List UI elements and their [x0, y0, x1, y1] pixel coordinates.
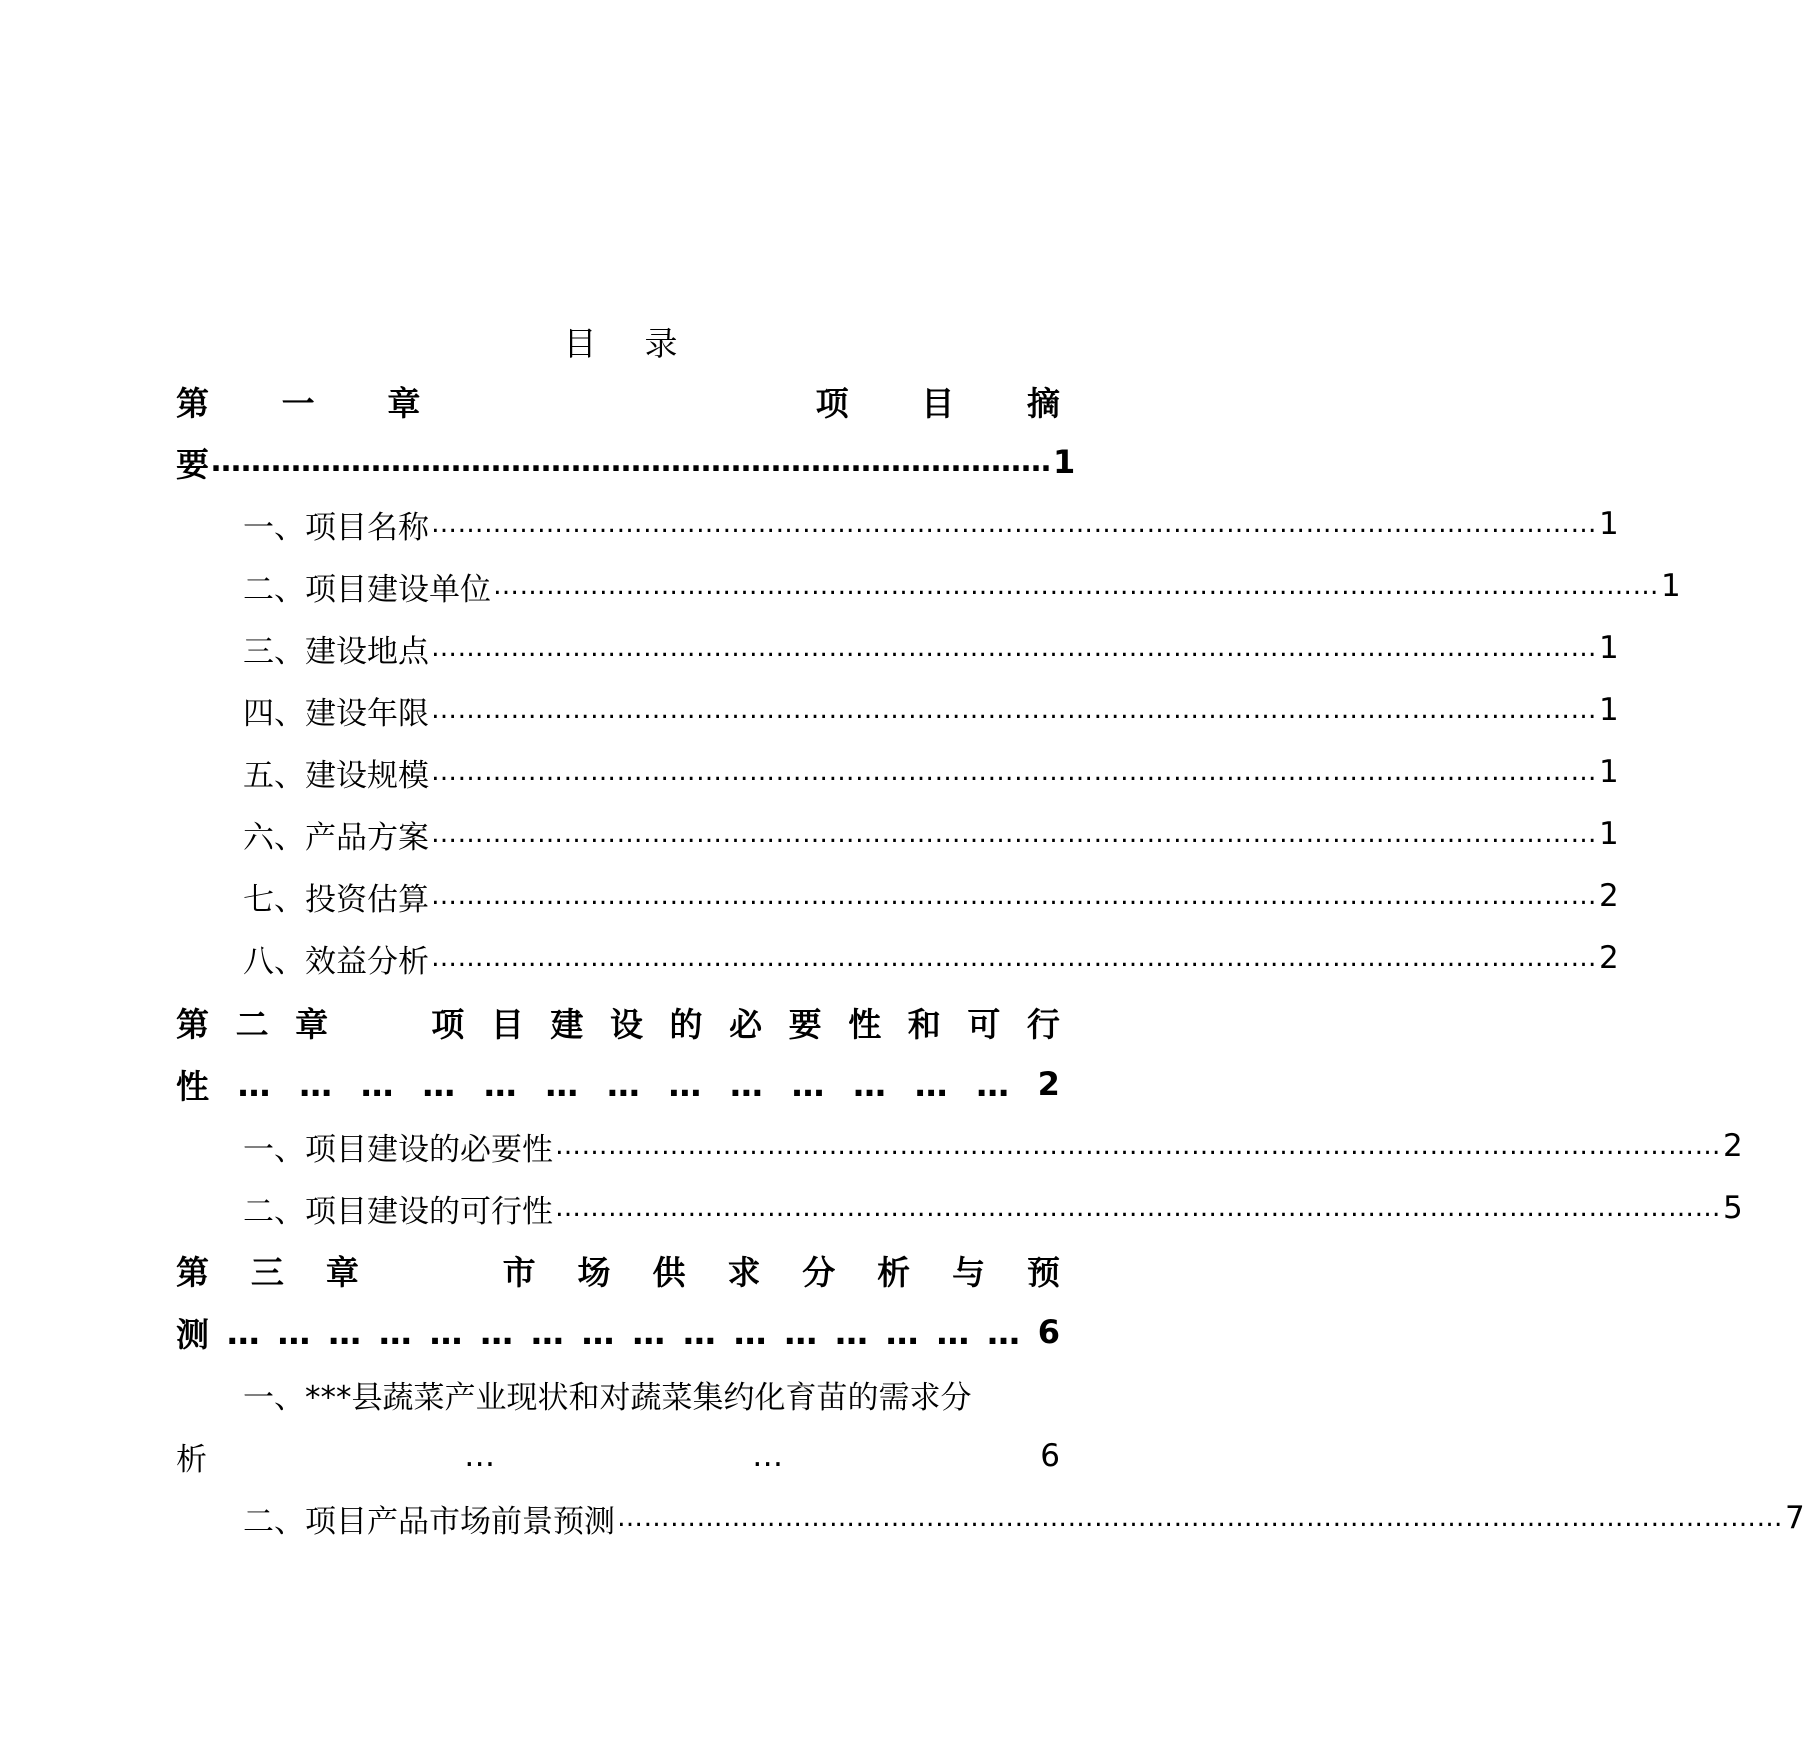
chapter-3-leader: … — [328, 1312, 362, 1352]
toc-entry[interactable] — [243, 562, 1681, 610]
chapter-3-char: 章 — [325, 1252, 359, 1292]
chapter-3-wrap-char: 测 — [176, 1314, 209, 1354]
toc-title-char: 录 — [644, 324, 678, 363]
chapter-3-leader: … — [682, 1312, 716, 1352]
chapter-2-char: 的 — [669, 1004, 703, 1044]
chapter-3-char: 分 — [802, 1252, 836, 1292]
toc-dot-leader: …………………………………………………………………………………………………………………… — [431, 881, 1597, 911]
toc-entry-page: 1 — [1599, 692, 1619, 728]
toc-entry[interactable] — [243, 1494, 1805, 1542]
chapter-3-char: 三 — [250, 1252, 284, 1292]
toc-entry[interactable] — [243, 1122, 1743, 1170]
chapter-1-page: 1 — [1053, 443, 1076, 481]
toc-entry-wrapped[interactable] — [243, 1370, 1060, 1418]
toc-dot-leader: …………………………………………………………………………………………………………………… — [431, 633, 1597, 663]
toc-entry-page: 6 — [1040, 1438, 1060, 1474]
toc-entry[interactable] — [243, 810, 1619, 858]
chapter-2-char: 目 — [490, 1004, 524, 1044]
chapter-1-char: 章 — [387, 383, 421, 423]
toc-entry-label: 八、效益分析 — [243, 943, 429, 980]
chapter-3-char: 供 — [652, 1252, 686, 1292]
toc-entry-page: 7 — [1785, 1500, 1805, 1536]
toc-entry[interactable] — [243, 624, 1619, 672]
chapter-2-leader: … — [791, 1064, 825, 1104]
toc-entry-label: 一、***县蔬菜产业现状和对蔬菜集约化育苗的需求分 — [243, 1379, 972, 1416]
toc-dot-leader: …………………………………………………………………………………………………………………… — [493, 571, 1659, 601]
chapter-2-heading[interactable] — [176, 998, 1060, 1046]
toc-entry-page: 5 — [1723, 1190, 1743, 1226]
toc-entry[interactable] — [243, 748, 1619, 796]
toc-entry-page: 2 — [1599, 940, 1619, 976]
toc-entry[interactable] — [243, 686, 1619, 734]
chapter-3-leader: … — [632, 1312, 666, 1352]
chapter-1-wrap-char: 要 — [176, 444, 209, 484]
chapter-2-leader: … — [422, 1064, 456, 1104]
toc-entry[interactable] — [243, 1184, 1743, 1232]
chapter-2-char: 要 — [788, 1004, 822, 1044]
toc-dot-leader: …………………………………………………………………………………………………………………… — [431, 509, 1597, 539]
chapter-2-leader: … — [914, 1064, 948, 1104]
chapter-2-char: 二 — [235, 1004, 269, 1044]
chapter-2-leader: … — [360, 1064, 394, 1104]
chapter-2-char: 必 — [729, 1004, 763, 1044]
chapter-3-leader: … — [226, 1312, 260, 1352]
toc-entry-label: 二、项目建设单位 — [243, 571, 491, 608]
toc-dot-leader: … — [752, 1438, 784, 1474]
chapter-3-char: 市 — [502, 1252, 536, 1292]
chapter-3-leader-row[interactable] — [176, 1308, 1060, 1356]
chapter-2-char: 行 — [1026, 1004, 1060, 1044]
chapter-2-char: 章 — [295, 1004, 329, 1044]
toc-dot-leader: …………………………………………………………………………………………………………………… — [555, 1193, 1721, 1223]
chapter-3-page: 6 — [1037, 1313, 1060, 1351]
chapter-2-leader: … — [483, 1064, 517, 1104]
chapter-2-leader: … — [853, 1064, 887, 1104]
chapter-3-leader: … — [987, 1312, 1020, 1352]
toc-entry-page: 1 — [1599, 630, 1619, 666]
chapter-2-leader: … — [976, 1064, 1010, 1104]
toc-entry-page: 1 — [1599, 754, 1619, 790]
chapter-3-char: 场 — [577, 1252, 611, 1292]
chapter-2-wrap-char: 性 — [176, 1066, 209, 1106]
chapter-3-leader: … — [581, 1312, 615, 1352]
chapter-3-char: 与 — [952, 1252, 986, 1292]
chapter-1-char: 一 — [281, 383, 315, 423]
chapter-2-char: 和 — [907, 1004, 941, 1044]
chapter-3-leader: … — [480, 1312, 514, 1352]
toc-title — [0, 318, 1241, 365]
toc-entry-label: 三、建设地点 — [243, 633, 429, 670]
toc-dot-leader: …………………………………………………………………………………………………………………… — [617, 1503, 1783, 1533]
chapter-1-leader: ………………………………………………………………………… — [211, 444, 1051, 479]
chapter-3-leader: … — [378, 1312, 412, 1352]
toc-dot-leader: …………………………………………………………………………………………………………………… — [431, 819, 1597, 849]
chapter-2-leader: … — [606, 1064, 640, 1104]
toc-entry[interactable] — [243, 934, 1619, 982]
chapter-3-leader: … — [277, 1312, 311, 1352]
toc-entry-page: 2 — [1599, 878, 1619, 914]
toc-entry-label-tail: 析 — [176, 1441, 207, 1478]
toc-entry-label: 一、项目建设的必要性 — [243, 1131, 553, 1168]
chapter-1-char: 目 — [921, 383, 955, 423]
chapter-2-leader: … — [237, 1064, 271, 1104]
toc-dot-leader: … — [464, 1438, 496, 1474]
toc-entry-label: 二、项目建设的可行性 — [243, 1193, 553, 1230]
chapter-3-char: 析 — [877, 1252, 911, 1292]
chapter-3-leader: … — [530, 1312, 564, 1352]
chapter-2-page: 2 — [1037, 1065, 1060, 1103]
chapter-2-leader: … — [545, 1064, 579, 1104]
chapter-2-leader: … — [299, 1064, 333, 1104]
chapter-3-char: 第 — [176, 1252, 209, 1292]
toc-entry-label: 五、建设规模 — [243, 757, 429, 794]
chapter-2-char: 性 — [848, 1004, 882, 1044]
toc-entry-page: 2 — [1723, 1128, 1743, 1164]
chapter-3-leader: … — [733, 1312, 767, 1352]
toc-entry[interactable] — [243, 500, 1619, 548]
chapter-3-leader: … — [834, 1312, 868, 1352]
chapter-1-heading[interactable] — [176, 377, 1060, 425]
chapter-2-leader: … — [729, 1064, 763, 1104]
chapter-1-leader-row[interactable] — [176, 438, 1076, 486]
chapter-3-leader: … — [936, 1312, 970, 1352]
chapter-2-char: 第 — [176, 1004, 209, 1044]
chapter-3-leader: … — [429, 1312, 463, 1352]
chapter-2-char: 设 — [609, 1004, 643, 1044]
chapter-3-leader: … — [885, 1312, 919, 1352]
chapter-1-char: 项 — [815, 383, 849, 423]
chapter-1-char: 第 — [176, 383, 209, 423]
chapter-2-leader: … — [668, 1064, 702, 1104]
chapter-3-heading[interactable] — [176, 1246, 1060, 1294]
chapter-3-leader: … — [784, 1312, 818, 1352]
toc-title-char: 目 — [563, 324, 597, 363]
toc-entry-label: 七、投资估算 — [243, 881, 429, 918]
toc-dot-leader: …………………………………………………………………………………………………………………… — [431, 695, 1597, 725]
chapter-1-char: 摘 — [1026, 383, 1060, 423]
toc-entry-page: 1 — [1599, 506, 1619, 542]
toc-dot-leader: …………………………………………………………………………………………………………………… — [431, 757, 1597, 787]
toc-dot-leader: …………………………………………………………………………………………………………………… — [555, 1131, 1721, 1161]
toc-entry-page: 1 — [1661, 568, 1681, 604]
toc-entry-label: 四、建设年限 — [243, 695, 429, 732]
chapter-3-char: 预 — [1026, 1252, 1060, 1292]
chapter-2-char: 建 — [550, 1004, 584, 1044]
chapter-2-char: 项 — [431, 1004, 465, 1044]
chapter-3-char: 求 — [727, 1252, 761, 1292]
toc-entry-page: 1 — [1599, 816, 1619, 852]
toc-entry[interactable] — [243, 872, 1619, 920]
chapter-2-char: 可 — [967, 1004, 1001, 1044]
toc-entry-label: 二、项目产品市场前景预测 — [243, 1503, 615, 1540]
chapter-2-leader-row[interactable] — [176, 1060, 1060, 1108]
toc-dot-leader: …………………………………………………………………………………………………………………… — [431, 943, 1597, 973]
toc-entry-wrapped-tail[interactable] — [176, 1432, 1060, 1480]
toc-entry-label: 六、产品方案 — [243, 819, 429, 856]
toc-entry-label: 一、项目名称 — [243, 509, 429, 546]
